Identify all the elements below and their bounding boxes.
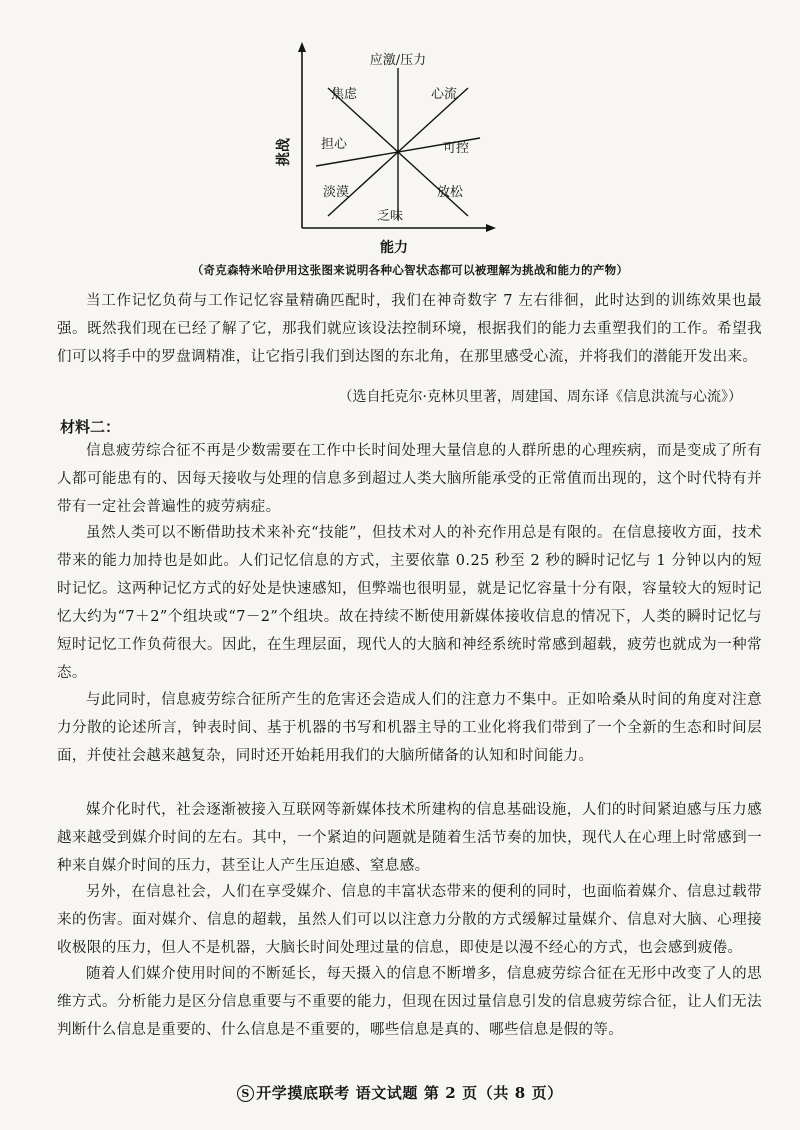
- footer-text: 开学摸底联考 语文试题 第 2 页（共 8 页）: [256, 1084, 563, 1102]
- x-axis-label: 能力: [380, 240, 408, 256]
- paragraph-1: 信息疲劳综合征不再是少数需要在工作中长时间处理大量信息的人群所患的心理疾病，而是变成了所有人都可能患有的、因每天接收与处理的信息多到超过人类大脑所能承受的正常值而出现的，这个时代特有并带有一定社会普遍性的疲劳病症。: [57, 443, 762, 515]
- paragraph-3: 与此同时，信息疲劳综合征所产生的危害还会造成人们的注意力不集中。正如哈桑从时间的角度对注意力分散的论述所言，钟表时间、基于机器的书写和机器主导的工业化将我们带到了一个全新的生态和时间层面，并使社会越来越复杂，同时还开始耗用我们的大脑所储备的认知和时间能力。: [57, 692, 762, 764]
- y-axis-arrow-icon: [298, 42, 306, 52]
- state-label-right: 可控: [442, 141, 470, 156]
- state-label-bottom: 乏味: [376, 209, 404, 224]
- y-axis-label: 挑战: [276, 138, 292, 166]
- flow-state-diagram: [270, 40, 500, 270]
- paragraph-6: 随着人们媒介使用时间的不断延长，每天摄入的信息不断增多，信息疲劳综合征在无形中改变了人的思维方式。分析能力是区分信息重要与不重要的能力，但现在因过量信息引发的信息疲劳综合征，让人们无法判断什么信息是重要的、什么信息是不重要的，哪些信息是真的、哪些信息是假的等。: [57, 966, 762, 1038]
- page-footer: [0, 1082, 800, 1103]
- material-one-paragraph: 当工作记忆负荷与工作记忆容量精确匹配时，我们在神奇数字 7 左右徘徊，此时达到的训练效果也最强。既然我们现在已经了解了它，那我们就应该设法控制环境，根据我们的能力去重塑我们的工作。希望我们可以将手中的罗盘调精准，让它指引我们到达图的东北角，在那里感受心流，并将我们的潜能开发出来。: [57, 293, 762, 365]
- diagram-caption: （奇克森特米哈伊用这张图来说明各种心智状态都可以被理解为挑战和能力的产物）: [191, 263, 629, 277]
- paragraph-4: 媒介化时代，社会逐渐被接入互联网等新媒体技术所建构的信息基础设施，人们的时间紧迫感与压力感越来越受到媒介时间的左右。其中，一个紧迫的问题就是随着生活节奏的加快，现代人在心理上时常感到一种来自媒介时间的压力，甚至让人产生压迫感、窒息感。: [57, 802, 762, 874]
- state-label-top: 应激/压力: [369, 53, 427, 68]
- state-label-bottom-right: 放松: [436, 185, 464, 200]
- state-label-top-right: 心流: [430, 87, 458, 102]
- state-label-left: 担心: [320, 137, 348, 152]
- x-axis-arrow-icon: [486, 224, 496, 232]
- paragraph-5: 另外，在信息社会，人们在享受媒介、信息的丰富状态带来的便利的同时，也面临着媒介、信息过载带来的伤害。面对媒介、信息的超载，虽然人们可以以注意力分散的方式缓解过量媒介、信息对大脑、心理接收极限的压力，但人不是机器，大脑长时间处理过量的信息，即使是以漫不经心的方式，也会感到疲倦。: [57, 884, 762, 956]
- state-label-top-left: 焦虑: [330, 87, 358, 102]
- paragraph-2: 虽然人类可以不断借助技术来补充“技能”，但技术对人的补充作用总是有限的。在信息接收方面，技术带来的能力加持也是如此。人们记忆信息的方式，主要依靠 0.25 秒至 2 秒的瞬时记忆与 1 分钟以内的短时记忆。这两种记忆方式的好处是快速感知，但弊端也很明显，就是记忆容量十分有限，容量较大的短时记忆大约为“7＋2”个组块或“7－2”个组块。故在持续不断使用新媒体接收信息的情况下，人类的瞬时记忆与短时记忆工作负荷很大。因此，在生理层面，现代人的大脑和神经系统时常感到超载，疲劳也就成为一种常态。: [57, 525, 762, 681]
- section-heading-material-two: 材料二：: [60, 418, 121, 436]
- circled-s-icon: S: [237, 1085, 254, 1102]
- state-label-bottom-left: 淡漠: [322, 185, 350, 200]
- source-citation: （选自托克尔·克林贝里著，周建国、周东译《信息洪流与心流》）: [338, 389, 742, 405]
